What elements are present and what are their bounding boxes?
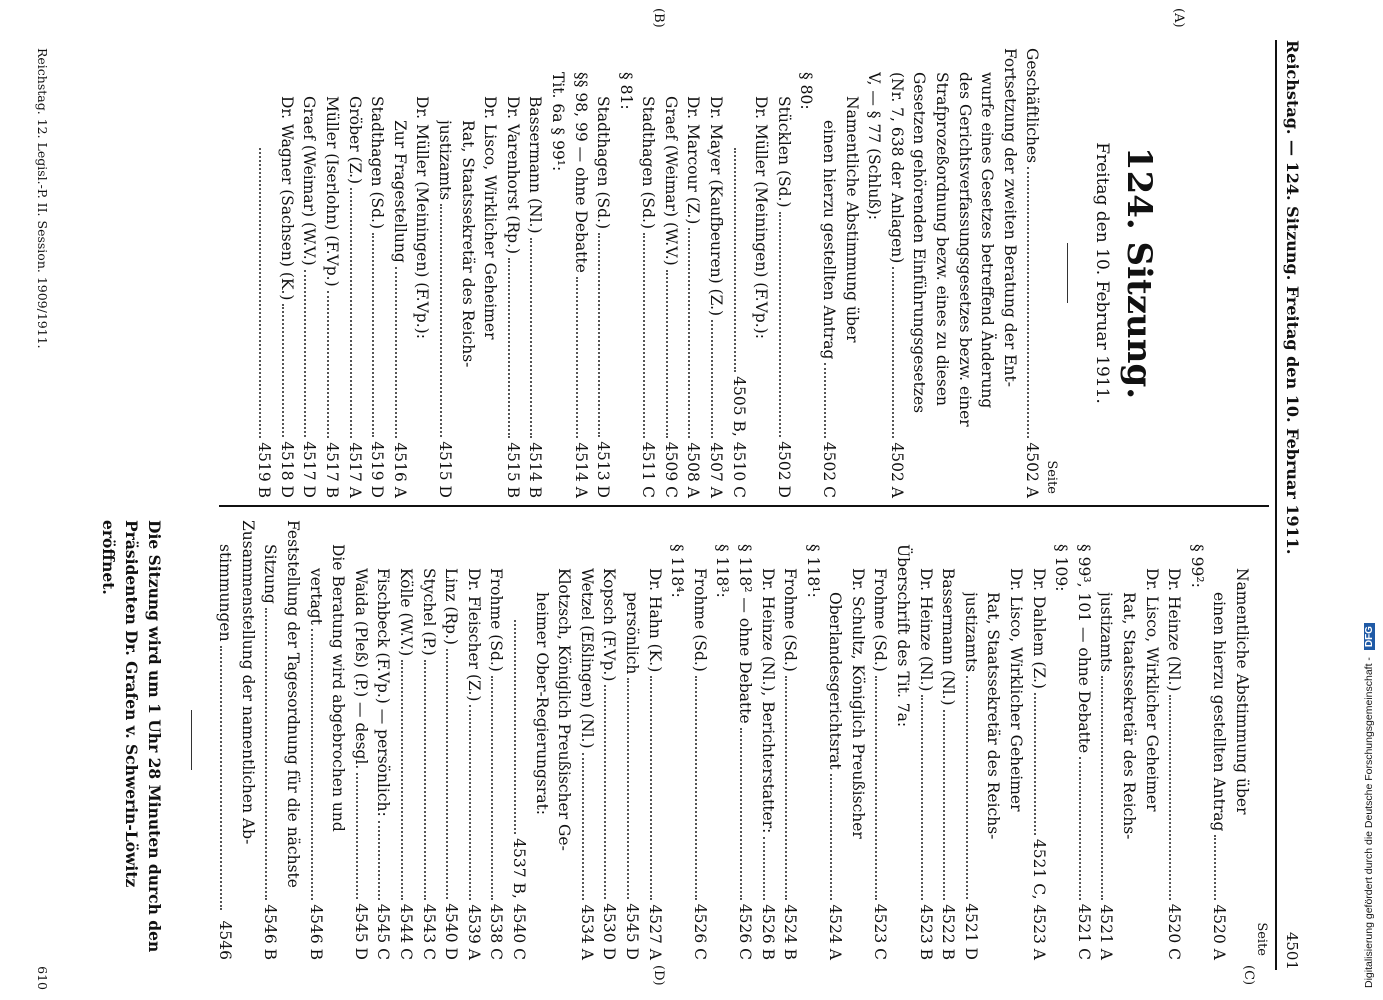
toc-entry-page: 4514 A: [571, 442, 590, 498]
toc-entry-text: Wetzel (Eßlingen) (Nl.): [577, 568, 596, 749]
toc-entry-text: Fortsetzung der zweiten Beratung der Ent-: [1000, 48, 1019, 387]
toc-entry-page: 4544 C: [397, 903, 416, 960]
toc-entry-page: 4515 B: [503, 442, 522, 498]
dot-leader: [1169, 695, 1171, 899]
toc-entry: [259, 520, 282, 960]
dot-leader: [350, 188, 352, 438]
dot-leader: [372, 233, 374, 437]
toc-entry-text: Frohme (Sd.): [781, 568, 800, 672]
dot-leader: [966, 676, 968, 899]
toc-entry: [1004, 520, 1027, 960]
toc-entry-text: Frohme (Sd.): [487, 568, 506, 672]
toc-entry-text: Fischbeck (F.Vp.) — persönlich:: [374, 568, 393, 817]
dot-leader: [830, 774, 832, 901]
toc-entry-page: 4521 C: [1074, 903, 1093, 960]
toc-entry-text: § 80:: [797, 72, 816, 110]
toc-entry: [575, 520, 598, 960]
toc-entry-page: 4502 C: [820, 441, 839, 498]
dot-leader: [356, 773, 358, 899]
dot-leader: [304, 270, 306, 437]
toc-entry-text: Stadthagen (Sd.): [639, 96, 658, 230]
toc-entry: [727, 48, 750, 498]
toc-entry-text: vertagt: [306, 568, 325, 625]
toc-entry: [507, 520, 530, 960]
dot-leader: [763, 837, 765, 900]
dot-leader: [327, 291, 329, 439]
toc-entry-page: 4523 C: [871, 903, 890, 960]
toc-entry: [298, 48, 321, 498]
dot-leader: [265, 608, 267, 900]
footer-legislature: Reichstag. 12. Legisl.-P. II. Session. 1909/1911.: [35, 48, 50, 349]
toc-entry-text: Überschrift des Tit. 7a:: [894, 544, 913, 728]
dot-leader: [508, 258, 510, 438]
dot-leader: [921, 695, 923, 900]
header-title: Reichstag. — 124. Sitzung. Freitag den 10. Februar 1911.: [1283, 40, 1302, 555]
dot-leader: [491, 676, 493, 900]
toc-entry: [440, 520, 463, 960]
toc-entry: [524, 48, 547, 498]
toc-entry-text: Rat, Staatssekretär des Reichs-: [458, 120, 477, 368]
toc-entry: [462, 520, 485, 960]
toc-entry-text: § 118¹:: [803, 544, 822, 598]
toc-entry: [711, 520, 734, 960]
separator-rule: [1067, 243, 1068, 303]
toc-entry: [485, 520, 508, 960]
toc-entry: [930, 48, 953, 498]
toc-entry: [892, 520, 915, 960]
toc-entry: [1027, 520, 1050, 960]
toc-entry-page: 4518 D: [277, 441, 296, 498]
dot-leader: [785, 676, 787, 900]
toc-entry: [801, 520, 824, 960]
toc-entry-text: Namentliche Abstimmung über: [1233, 568, 1251, 815]
toc-entry: [411, 48, 434, 498]
toc-entry: [530, 520, 553, 960]
toc-entry: [1072, 520, 1095, 960]
toc-entry: [869, 520, 892, 960]
document-page: [35, 0, 1309, 1000]
right-column: [97, 520, 1269, 960]
dot-leader: [734, 148, 736, 372]
dot-leader: [695, 676, 697, 900]
toc-entry: [998, 48, 1021, 498]
toc-entry: [733, 520, 756, 960]
toc-entry-text: Bassermann (Nl.): [526, 96, 545, 234]
toc-entry-text: Gesetzen gehörenden Einführungsgesetzes: [910, 72, 929, 414]
toc-entry: [546, 48, 569, 498]
dot-leader: [943, 710, 945, 901]
dot-leader: [576, 277, 578, 439]
toc-entry: [620, 520, 643, 960]
dot-leader: [582, 753, 584, 901]
toc-entry-page: 4526 C: [735, 903, 754, 960]
toc-entry-page: 4523 B: [916, 904, 935, 960]
toc-entry-text: Stücklen (Sd.): [774, 96, 793, 208]
toc-entry-text: Bassermann (Nl.): [939, 568, 958, 706]
toc-entry-text: § 118² — ohne Debatte: [735, 544, 754, 724]
toc-entry-text: Namentliche Abstimmung über: [842, 96, 861, 343]
toc-entry-page: 4519 B: [255, 442, 274, 498]
toc-entry-page: 4511 C: [639, 441, 658, 498]
toc-entry: [433, 48, 456, 498]
toc-entry-text: einen hierzu gestellten Antrag: [820, 120, 839, 360]
toc-entry-page: 4545 D: [351, 903, 370, 960]
toc-entry-page: 4502 D: [774, 441, 793, 498]
toc-entry-text: Kopsch (F.Vp.): [600, 568, 619, 682]
toc-entry-page: 4505 B, 4510 C: [729, 376, 748, 498]
session-date: Freitag den 10. Februar 1911.: [1092, 142, 1112, 404]
toc-entry-text: justizamts: [1097, 592, 1116, 673]
toc-entry: [327, 520, 350, 960]
toc-entry-text: § 99²:: [1187, 544, 1206, 588]
toc-entry-text: Graef (Weimar) (W.V.): [300, 96, 319, 266]
toc-entry-page: 4502 A: [887, 442, 906, 498]
toc-entry: [253, 48, 276, 498]
toc-entry: [982, 520, 1005, 960]
toc-entry-text: Sitzung: [261, 544, 280, 604]
margin-label-c: (C): [1241, 965, 1256, 986]
toc-entry-text: Strafprozeßordnung bezw. eines zu diesen: [933, 72, 952, 406]
toc-entry: [750, 48, 773, 498]
left-column: [253, 48, 1269, 498]
toc-entry-text: Linz (Rp.): [442, 568, 461, 645]
toc-entry-text: Frohme (Sd.): [871, 568, 890, 672]
toc-entry: [275, 48, 298, 498]
toc-entry-text: Dr. Lisco, Wirklicher Geheimer: [1007, 568, 1026, 812]
toc-entry-text: Zusammenstellung der namentlichen Ab-: [238, 520, 257, 845]
toc-entry: [236, 520, 259, 960]
toc-entry-text: Stadthagen (Sd.): [594, 96, 613, 230]
toc-entry: [659, 48, 682, 498]
toc-entry-page: 4520 C: [1165, 903, 1184, 960]
toc-entry-text: Dr. Heinze (Nl.): [1165, 568, 1184, 692]
header-page-number: 4501: [1283, 931, 1301, 970]
toc-entry-page: 4522 B: [939, 904, 958, 960]
toc-entry-text: justizamts: [961, 592, 980, 673]
dot-leader: [598, 233, 600, 437]
toc-entry: [643, 520, 666, 960]
toc-entry: [779, 520, 802, 960]
dot-leader: [876, 676, 878, 900]
dot-leader: [1034, 693, 1036, 835]
toc-entry: [937, 520, 960, 960]
toc-entry-page: 4521 D: [961, 903, 980, 960]
toc-entry-text: heimer Ober-Regierungsrat:: [532, 592, 551, 816]
dot-leader: [311, 629, 313, 900]
toc-entry-text: Oberlandesgerichtsrat: [826, 592, 845, 770]
closing-sentence: Die Sitzung wird um 1 Uhr 28 Minuten durch den Präsidenten Dr. Grafen v. Schwerin-Löwitz eröffnet.: [99, 520, 164, 953]
toc-entry: [705, 48, 728, 498]
toc-entry: [959, 520, 982, 960]
dot-leader: [282, 304, 284, 437]
toc-entry-text: persönlich: [622, 592, 641, 675]
session-title: 124. Sitzung.: [1119, 146, 1159, 400]
toc-entry-text: Frohme (Sd.): [690, 568, 709, 672]
toc-entry-text: Dr. Wagner (Sachsen) (K.): [277, 96, 296, 301]
toc-entry-text: Klotzsch, Königlich Preußischer Ge-: [555, 568, 574, 851]
toc-entry-text: Zur Fragestellung: [390, 120, 409, 263]
dot-leader: [401, 660, 403, 900]
toc-entry: [501, 48, 524, 498]
toc-entry-page: 4546 B: [306, 904, 325, 960]
toc-entry-text: Feststellung der Tagesordnung für die nächste: [284, 520, 303, 888]
toc-entry-page: 4520 A: [1210, 904, 1229, 960]
toc-entry-text: § 118³:: [713, 544, 732, 598]
toc-entry: [281, 520, 304, 960]
toc-entry: [1117, 520, 1140, 960]
dot-leader: [220, 646, 222, 910]
toc-entry-text: Stadthagen (Sd.): [368, 96, 387, 230]
toc-entry-page: 4539 A: [464, 904, 483, 960]
toc-entry-page: 4524 B: [781, 904, 800, 960]
dot-leader: [259, 148, 261, 438]
toc-entry-page: 4517 B: [323, 442, 341, 498]
toc-entry-text: Dr. Lisco, Wirklicher Geheimer: [1142, 568, 1161, 812]
dot-leader: [1101, 676, 1103, 900]
toc-entry-text: Graef (Weimar) (W.V.): [661, 96, 680, 266]
toc-entry: [598, 520, 621, 960]
toc-entry-text: Dr. Mayer (Kaufbeuren) (Z.): [707, 96, 726, 317]
toc-entry: [953, 48, 976, 498]
toc-entry: [1185, 520, 1208, 960]
dot-leader: [1214, 835, 1216, 900]
dot-leader: [530, 238, 532, 439]
toc-entry-text: V, — § 77 (Schluß):: [865, 72, 884, 220]
toc-entry-page: 4526 C: [690, 903, 709, 960]
toc-entry-text: Dr. Lisco, Wirklicher Geheimer: [481, 96, 500, 340]
footer-sheet-number: 610: [35, 966, 50, 990]
toc-entry: [366, 48, 389, 498]
toc-entry: [772, 48, 795, 498]
toc-entry-page: 4538 C: [487, 903, 506, 960]
toc-entry: [840, 48, 863, 498]
toc-entry-text: Kölle (W.V.): [397, 568, 416, 657]
toc-entry-text: Dr. Varenhorst (Rp.): [503, 96, 522, 255]
toc-entry-text: Müller (Iserlohn) (F.Vp.): [323, 96, 341, 287]
toc-entry-page: 4519 D: [368, 441, 387, 498]
toc-entry: [553, 520, 576, 960]
toc-entry-text: Dr. Müller (Meiningen) (F.Vp.):: [752, 96, 771, 339]
toc-entry-page: 4546: [216, 920, 235, 960]
dot-leader: [779, 212, 781, 438]
toc-entry-text: Waida (Pleß) (P.) — desgl.: [351, 568, 370, 770]
toc-entry-text: § 109:: [1052, 544, 1071, 592]
toc-entry: [914, 520, 937, 960]
toc-entry-text: des Gerichtsverfassungsgesetzes bezw. einer: [955, 72, 974, 427]
margin-label-b: (B): [651, 8, 666, 28]
toc-entry-page: 4530 D: [600, 903, 619, 960]
dot-leader: [378, 821, 380, 900]
separator-rule-right: [191, 710, 192, 770]
running-header: [1275, 40, 1305, 970]
column-divider: [219, 505, 1269, 507]
toc-entry: [592, 48, 615, 498]
dot-leader: [740, 728, 742, 900]
toc-entry: [824, 520, 847, 960]
dot-leader: [469, 705, 471, 900]
toc-entry-page: 4514 B: [526, 442, 545, 498]
toc-entry: [1140, 520, 1163, 960]
dot-leader: [666, 270, 668, 438]
toc-entry: [666, 520, 689, 960]
toc-entry: [682, 48, 705, 498]
toc-entry: [304, 520, 327, 960]
toc-entry-page: 4521 C, 4523 A: [1029, 838, 1048, 960]
toc-entry: [688, 520, 711, 960]
toc-entry: [388, 48, 411, 498]
toc-entry-page: 4517 D: [300, 441, 319, 498]
dot-leader: [446, 649, 448, 899]
toc-entry: [885, 48, 908, 498]
toc-entry-page: 4526 B: [758, 904, 777, 960]
toc-entry: [1163, 520, 1186, 960]
toc-entry-text: § 81:: [616, 72, 635, 110]
toc-entry-page: 4515 D: [435, 441, 454, 498]
digitization-text: Digitalisierung gefördert durch die Deutsche Forschungsgemeinschaft -: [1363, 657, 1375, 988]
dot-leader: [440, 204, 442, 437]
toc-entry: [569, 48, 592, 498]
toc-entry: [1050, 520, 1073, 960]
margin-label-d: (D): [651, 965, 666, 986]
toc-entry: [214, 520, 237, 960]
toc-entry: [320, 48, 343, 498]
toc-entry: [394, 520, 417, 960]
toc-entry-page: 4509 C: [661, 441, 680, 498]
toc-entry-page: 4545 C: [374, 903, 393, 960]
toc-entry-text: § 99³, 101 — ohne Debatte: [1074, 544, 1093, 754]
toc-entry-page: 4513 D: [594, 441, 613, 498]
toc-entry-text: Dr. Hahn (K.): [645, 568, 664, 673]
toc-entry: [795, 48, 818, 498]
toc-entry-page: 4524 A: [826, 904, 845, 960]
dot-leader: [395, 267, 397, 439]
dot-leader: [604, 685, 606, 899]
toc-entry-text: einen hierzu gestellten Antrag: [1210, 592, 1229, 832]
toc-entry-text: Stychel (P.): [419, 568, 438, 656]
dot-leader: [643, 233, 645, 438]
toc-entry: [846, 520, 869, 960]
toc-entry-page: 4508 A: [684, 442, 703, 498]
toc-entry: [614, 48, 637, 498]
toc-entry: [976, 48, 999, 498]
toc-entry-page: 4545 D: [622, 903, 641, 960]
toc-entry-page: 4516 A: [390, 442, 409, 498]
dot-leader: [514, 620, 516, 834]
toc-entry-text: (Nr. 7, 638 der Anlagen): [887, 72, 906, 264]
toc-entry-text: stimmungen: [216, 544, 235, 642]
toc-entry-text: Tit. 6a § 99¹:: [548, 72, 567, 172]
toc-entry: [817, 48, 840, 498]
toc-entry-text: §§ 98, 99 — ohne Debatte: [571, 72, 590, 273]
toc-entry: [479, 48, 502, 498]
toc-entry: [1208, 520, 1231, 960]
dot-leader: [1027, 167, 1029, 438]
toc-entry: [1021, 48, 1044, 498]
dot-leader: [711, 320, 713, 438]
toc-entry: [637, 48, 660, 498]
toc-entry-page: 4534 A: [577, 904, 596, 960]
toc-entry-page: 4527 A: [645, 904, 664, 960]
seite-label: Seite: [1044, 460, 1060, 494]
toc-entry: [417, 520, 440, 960]
dot-leader: [824, 363, 826, 437]
dot-leader: [424, 660, 426, 900]
toc-entry-page: 4543 C: [419, 903, 438, 960]
toc-entry-text: Dr. Heinze (Nl.): [916, 568, 935, 692]
dot-leader: [892, 267, 894, 438]
dot-leader: [689, 228, 691, 438]
toc-entry-text: Geschäftliches: [1023, 48, 1042, 164]
toc-entry: [756, 520, 779, 960]
toc-entry-text: § 118⁴:: [668, 544, 687, 598]
toc-entry-text: Dr. Müller (Meiningen) (F.Vp.):: [413, 96, 432, 339]
toc-entry-page: 4517 A: [345, 442, 364, 498]
toc-entry: [908, 48, 931, 498]
toc-entry-text: Gröber (Z.): [345, 96, 364, 185]
toc-entry: [1095, 520, 1118, 960]
toc-entry: [1230, 520, 1253, 960]
toc-entry-text: Dr. Dahlem (Z.): [1029, 568, 1048, 689]
toc-entry-text: Dr. Marcour (Z.): [684, 96, 703, 225]
toc-list-left: [253, 48, 1044, 498]
toc-entry-page: 4521 A: [1097, 904, 1116, 960]
dot-leader: [650, 676, 652, 900]
dot-leader: [627, 678, 629, 899]
toc-entry-text: Rat, Staatssekretär des Reichs-: [984, 592, 1003, 840]
toc-entry: [349, 520, 372, 960]
margin-label-a: (A): [1171, 8, 1186, 28]
toc-entry: [372, 520, 395, 960]
toc-entry-page: 4537 B, 4540 C: [510, 838, 528, 960]
toc-entry: [343, 48, 366, 498]
toc-entry-text: Die Beratung wird abgebrochen und: [329, 544, 348, 832]
toc-entry-page: 4502 A: [1023, 442, 1042, 498]
toc-entry-text: Rat, Staatssekretär des Reichs-: [1120, 592, 1139, 840]
toc-entry-page: 4546 B: [261, 904, 280, 960]
digitization-note: [1357, 8, 1383, 998]
toc-entry-text: Dr. Schultz, Königlich Preußischer: [848, 568, 867, 839]
toc-entry: [863, 48, 886, 498]
dot-leader: [1079, 757, 1081, 900]
toc-entry-page: 4507 A: [707, 442, 726, 498]
toc-list-right: [214, 520, 1253, 960]
toc-entry-text: justizamts: [435, 120, 454, 201]
toc-entry-page: 4540 D: [442, 903, 461, 960]
toc-entry-text: Dr. Fleischer (Z.): [464, 568, 483, 702]
toc-entry-text: Dr. Heinze (Nl.), Berichterstatter:: [758, 568, 777, 834]
dfg-logo: DFG: [1364, 623, 1375, 650]
toc-entry-text: wurfe eines Gesetzes betreffend Änderung: [978, 72, 997, 409]
toc-entry: [456, 48, 479, 498]
seite-label-right: Seite: [1254, 922, 1269, 956]
